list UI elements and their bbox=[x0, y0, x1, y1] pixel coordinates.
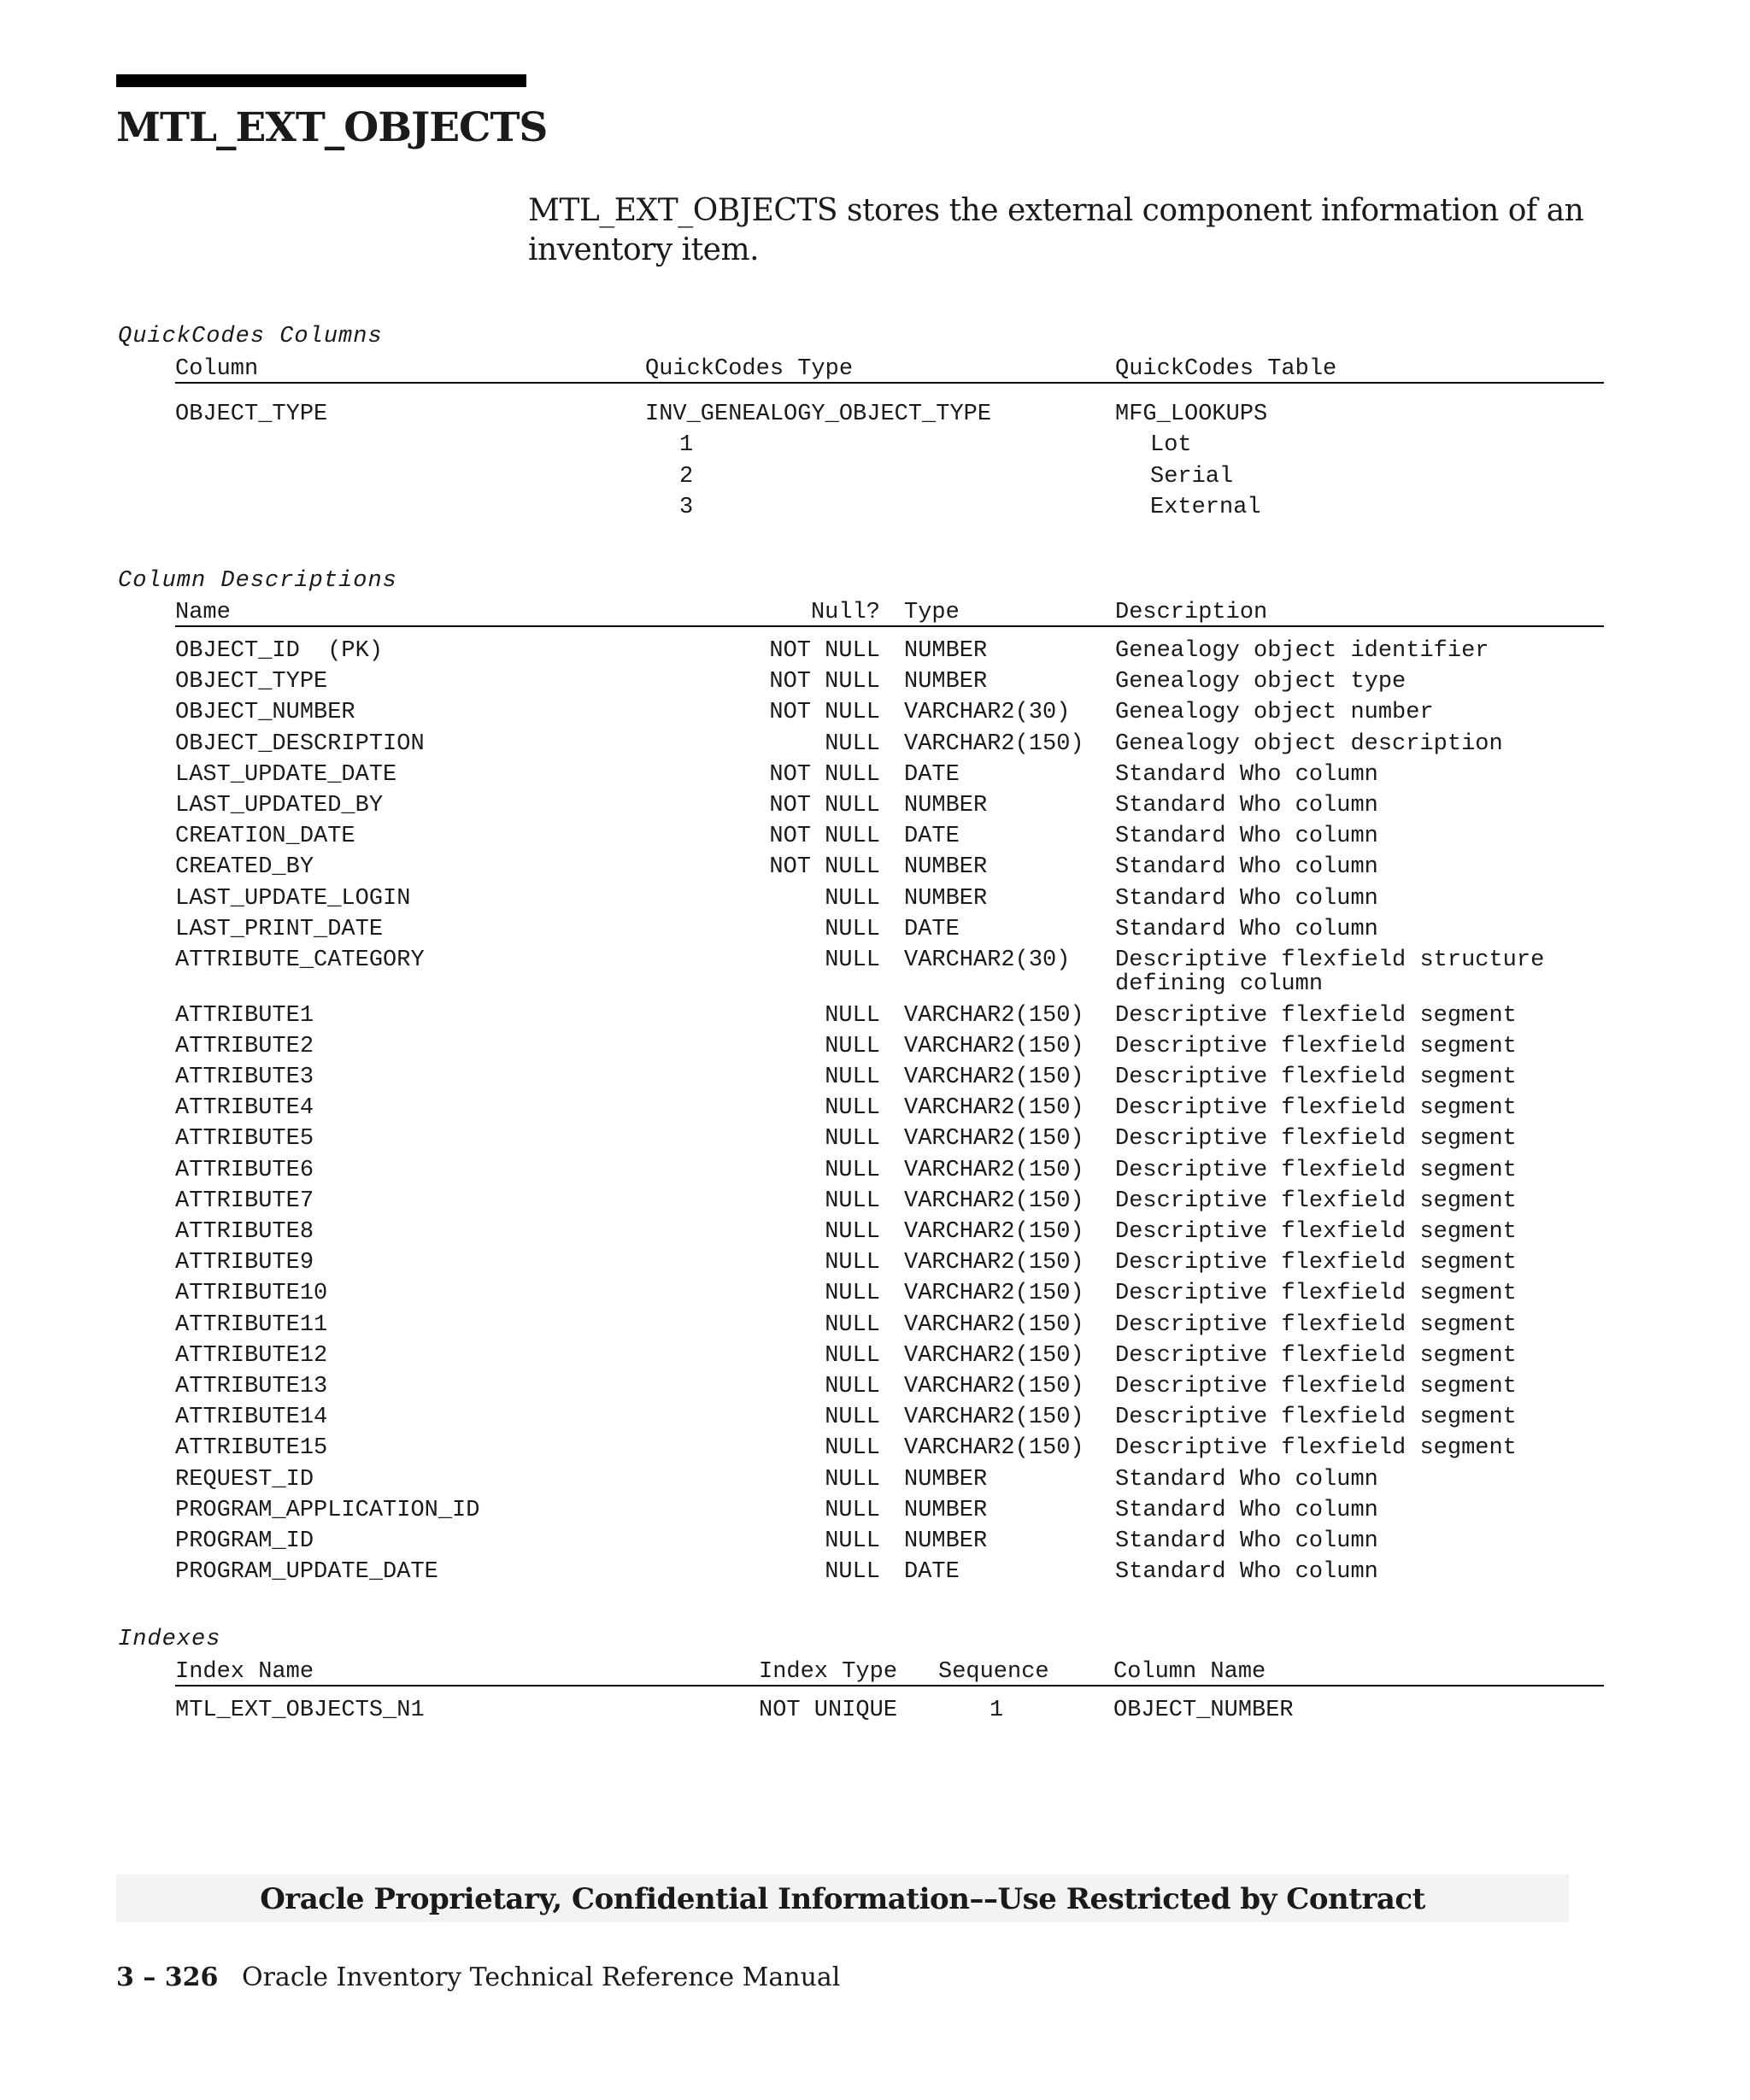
column-null: NULL bbox=[825, 1497, 880, 1523]
column-name: ATTRIBUTE13 bbox=[175, 1373, 328, 1399]
column-null: NOT NULL bbox=[769, 854, 880, 881]
quickcodes-column: OBJECT_TYPE bbox=[175, 402, 328, 427]
column-description: Standard Who column bbox=[1115, 885, 1378, 912]
column-name: LAST_PRINT_DATE bbox=[175, 916, 384, 942]
column-type: VARCHAR2(150) bbox=[904, 1095, 1084, 1122]
column-type: VARCHAR2(150) bbox=[904, 1250, 1084, 1276]
column-description: Descriptive flexfield segment bbox=[1115, 1002, 1517, 1029]
quickcodes-header-type: QuickCodes Type bbox=[645, 356, 854, 382]
column-name: PROGRAM_UPDATE_DATE bbox=[175, 1559, 438, 1586]
column-description: Standard Who column bbox=[1115, 824, 1378, 850]
column-name: ATTRIBUTE4 bbox=[175, 1095, 314, 1122]
column-name: OBJECT_NUMBER bbox=[175, 700, 355, 726]
column-null: NULL bbox=[825, 1157, 880, 1183]
column-type: VARCHAR2(150) bbox=[904, 1218, 1084, 1245]
column-name: REQUEST_ID bbox=[175, 1466, 314, 1493]
column-name: ATTRIBUTE9 bbox=[175, 1250, 314, 1276]
column-name: CREATED_BY bbox=[175, 854, 314, 881]
column-type: NUMBER bbox=[904, 1497, 988, 1523]
column-type: VARCHAR2(150) bbox=[904, 1064, 1084, 1090]
column-type: VARCHAR2(150) bbox=[904, 1157, 1084, 1183]
quickcodes-value-code: 1 bbox=[679, 432, 694, 458]
column-type: DATE bbox=[904, 1559, 960, 1586]
column-name: ATTRIBUTE11 bbox=[175, 1311, 328, 1338]
column-name: ATTRIBUTE2 bbox=[175, 1033, 314, 1059]
column-null: NULL bbox=[825, 1311, 880, 1338]
quickcodes-header-table: QuickCodes Table bbox=[1115, 356, 1337, 382]
column-name: ATTRIBUTE15 bbox=[175, 1435, 328, 1462]
indexes-header-column: Column Name bbox=[1113, 1659, 1266, 1685]
column-name: LAST_UPDATE_LOGIN bbox=[175, 885, 411, 912]
column-description: Descriptive flexfield segment bbox=[1115, 1311, 1517, 1338]
column-description: Descriptive flexfield segment bbox=[1115, 1064, 1517, 1090]
indexes-header-name: Index Name bbox=[175, 1659, 314, 1685]
columns-header-type: Type bbox=[904, 600, 960, 625]
index-type: NOT UNIQUE bbox=[759, 1698, 898, 1723]
manual-title: Oracle Inventory Technical Reference Manual bbox=[242, 1962, 841, 1992]
column-null: NULL bbox=[825, 1281, 880, 1307]
column-name: ATTRIBUTE12 bbox=[175, 1342, 328, 1369]
column-type: VARCHAR2(30) bbox=[904, 947, 1071, 973]
column-type: DATE bbox=[904, 761, 960, 788]
indexes-header-rule bbox=[175, 1685, 1604, 1686]
column-description: Genealogy object number bbox=[1115, 700, 1434, 726]
column-type: NUMBER bbox=[904, 669, 988, 695]
column-description: Descriptive flexfield segment bbox=[1115, 1188, 1517, 1214]
quickcodes-header-rule bbox=[175, 382, 1604, 384]
column-name: LAST_UPDATE_DATE bbox=[175, 761, 397, 788]
column-null: NOT NULL bbox=[769, 824, 880, 850]
table-description: MTL_EXT_OBJECTS stores the external component information of an inventory item. bbox=[528, 193, 1584, 267]
column-type: NUMBER bbox=[904, 1466, 988, 1493]
quickcodes-value-meaning: Lot bbox=[1150, 432, 1192, 458]
column-name: PROGRAM_APPLICATION_ID bbox=[175, 1497, 480, 1523]
column-null: NULL bbox=[825, 1405, 880, 1431]
column-description: Descriptive flexfield segment bbox=[1115, 1281, 1517, 1307]
column-type: VARCHAR2(150) bbox=[904, 1002, 1084, 1029]
page-title: MTL_EXT_OBJECTS bbox=[116, 104, 548, 151]
column-name: ATTRIBUTE10 bbox=[175, 1281, 328, 1307]
column-description: Descriptive flexfield structure bbox=[1115, 947, 1545, 973]
column-name: PROGRAM_ID bbox=[175, 1528, 314, 1554]
quickcodes-header-column: Column bbox=[175, 356, 259, 382]
column-null: NULL bbox=[825, 1188, 880, 1214]
column-null: NOT NULL bbox=[769, 700, 880, 726]
columns-header-rule bbox=[175, 625, 1604, 627]
title-rule bbox=[116, 74, 526, 87]
index-name: MTL_EXT_OBJECTS_N1 bbox=[175, 1698, 425, 1723]
column-null: NOT NULL bbox=[769, 669, 880, 695]
column-type: VARCHAR2(150) bbox=[904, 1373, 1084, 1399]
column-description: Descriptive flexfield segment bbox=[1115, 1405, 1517, 1431]
column-type: NUMBER bbox=[904, 885, 988, 912]
column-null: NULL bbox=[825, 1435, 880, 1462]
column-description: Standard Who column bbox=[1115, 854, 1378, 881]
columns-header-name: Name bbox=[175, 600, 231, 625]
indexes-header-sequence: Sequence bbox=[938, 1659, 1049, 1685]
column-type: DATE bbox=[904, 916, 960, 942]
column-null: NULL bbox=[825, 1466, 880, 1493]
column-description: Standard Who column bbox=[1115, 916, 1378, 942]
column-type: VARCHAR2(150) bbox=[904, 1188, 1084, 1214]
column-description: Standard Who column bbox=[1115, 1466, 1378, 1493]
column-name: ATTRIBUTE3 bbox=[175, 1064, 314, 1090]
quickcodes-value-meaning: External bbox=[1150, 495, 1261, 520]
column-null: NULL bbox=[825, 730, 880, 757]
column-null: NULL bbox=[825, 916, 880, 942]
column-type: VARCHAR2(150) bbox=[904, 1342, 1084, 1369]
column-type: NUMBER bbox=[904, 1528, 988, 1554]
column-description: Descriptive flexfield segment bbox=[1115, 1157, 1517, 1183]
column-null: NOT NULL bbox=[769, 793, 880, 818]
column-description: Descriptive flexfield segment bbox=[1115, 1126, 1517, 1153]
column-null: NOT NULL bbox=[769, 761, 880, 788]
column-null: NULL bbox=[825, 947, 880, 973]
column-null: NULL bbox=[825, 1559, 880, 1586]
column-description-cont: defining column bbox=[1115, 971, 1324, 997]
column-null: NULL bbox=[825, 1373, 880, 1399]
column-null: NULL bbox=[825, 1528, 880, 1554]
column-name: ATTRIBUTE5 bbox=[175, 1126, 314, 1153]
column-type: VARCHAR2(150) bbox=[904, 1435, 1084, 1462]
index-sequence: 1 bbox=[990, 1698, 1004, 1723]
column-description: Genealogy object description bbox=[1115, 730, 1503, 757]
column-null: NULL bbox=[825, 1250, 880, 1276]
column-description: Descriptive flexfield segment bbox=[1115, 1218, 1517, 1245]
page-number: 3 – 326 bbox=[116, 1962, 219, 1992]
column-null: NULL bbox=[825, 1095, 880, 1122]
column-description: Standard Who column bbox=[1115, 1528, 1378, 1554]
column-type: VARCHAR2(150) bbox=[904, 1405, 1084, 1431]
columns-header-description: Description bbox=[1115, 600, 1268, 625]
column-null: NULL bbox=[825, 1218, 880, 1245]
quickcodes-type: INV_GENEALOGY_OBJECT_TYPE bbox=[645, 402, 992, 427]
column-description: Standard Who column bbox=[1115, 1497, 1378, 1523]
column-description: Genealogy object identifier bbox=[1115, 638, 1489, 664]
column-type: VARCHAR2(150) bbox=[904, 1311, 1084, 1338]
column-description: Descriptive flexfield segment bbox=[1115, 1033, 1517, 1059]
column-description: Descriptive flexfield segment bbox=[1115, 1095, 1517, 1122]
column-name: OBJECT_ID (PK) bbox=[175, 638, 384, 664]
column-name: OBJECT_TYPE bbox=[175, 669, 328, 695]
column-type: VARCHAR2(150) bbox=[904, 1126, 1084, 1153]
column-name: LAST_UPDATED_BY bbox=[175, 793, 384, 818]
column-descriptions-section-label: Column Descriptions bbox=[118, 568, 397, 594]
column-null: NULL bbox=[825, 1033, 880, 1059]
quickcodes-value-meaning: Serial bbox=[1150, 463, 1234, 490]
column-type: NUMBER bbox=[904, 638, 988, 664]
column-name: OBJECT_DESCRIPTION bbox=[175, 730, 425, 757]
column-name: ATTRIBUTE1 bbox=[175, 1002, 314, 1029]
column-type: NUMBER bbox=[904, 854, 988, 881]
indexes-header-type: Index Type bbox=[759, 1659, 898, 1685]
column-name: ATTRIBUTE8 bbox=[175, 1218, 314, 1245]
index-column: OBJECT_NUMBER bbox=[1113, 1698, 1294, 1723]
column-type: VARCHAR2(150) bbox=[904, 1281, 1084, 1307]
column-type: NUMBER bbox=[904, 793, 988, 818]
quickcodes-value-code: 3 bbox=[679, 495, 694, 520]
column-null: NULL bbox=[825, 885, 880, 912]
column-null: NULL bbox=[825, 1002, 880, 1029]
indexes-section-label: Indexes bbox=[118, 1627, 221, 1652]
quickcodes-table: MFG_LOOKUPS bbox=[1115, 402, 1268, 427]
quickcodes-value-code: 2 bbox=[679, 463, 694, 490]
column-description: Descriptive flexfield segment bbox=[1115, 1373, 1517, 1399]
columns-header-null: Null? bbox=[810, 600, 880, 625]
column-name: ATTRIBUTE14 bbox=[175, 1405, 328, 1431]
column-name: CREATION_DATE bbox=[175, 824, 355, 850]
column-description: Genealogy object type bbox=[1115, 669, 1406, 695]
column-name: ATTRIBUTE7 bbox=[175, 1188, 314, 1214]
column-description: Descriptive flexfield segment bbox=[1115, 1250, 1517, 1276]
quickcodes-section-label: QuickCodes Columns bbox=[118, 324, 383, 349]
column-type: VARCHAR2(30) bbox=[904, 700, 1071, 726]
column-name: ATTRIBUTE6 bbox=[175, 1157, 314, 1183]
column-description: Standard Who column bbox=[1115, 761, 1378, 788]
column-description: Standard Who column bbox=[1115, 793, 1378, 818]
column-null: NOT NULL bbox=[769, 638, 880, 664]
column-null: NULL bbox=[825, 1342, 880, 1369]
column-description: Standard Who column bbox=[1115, 1559, 1378, 1586]
column-type: DATE bbox=[904, 824, 960, 850]
column-null: NULL bbox=[825, 1126, 880, 1153]
column-type: VARCHAR2(150) bbox=[904, 730, 1084, 757]
column-name: ATTRIBUTE_CATEGORY bbox=[175, 947, 425, 973]
column-description: Descriptive flexfield segment bbox=[1115, 1435, 1517, 1462]
column-null: NULL bbox=[825, 1064, 880, 1090]
column-type: VARCHAR2(150) bbox=[904, 1033, 1084, 1059]
confidential-notice: Oracle Proprietary, Confidential Information––Use Restricted by Contract bbox=[260, 1882, 1425, 1916]
column-description: Descriptive flexfield segment bbox=[1115, 1342, 1517, 1369]
